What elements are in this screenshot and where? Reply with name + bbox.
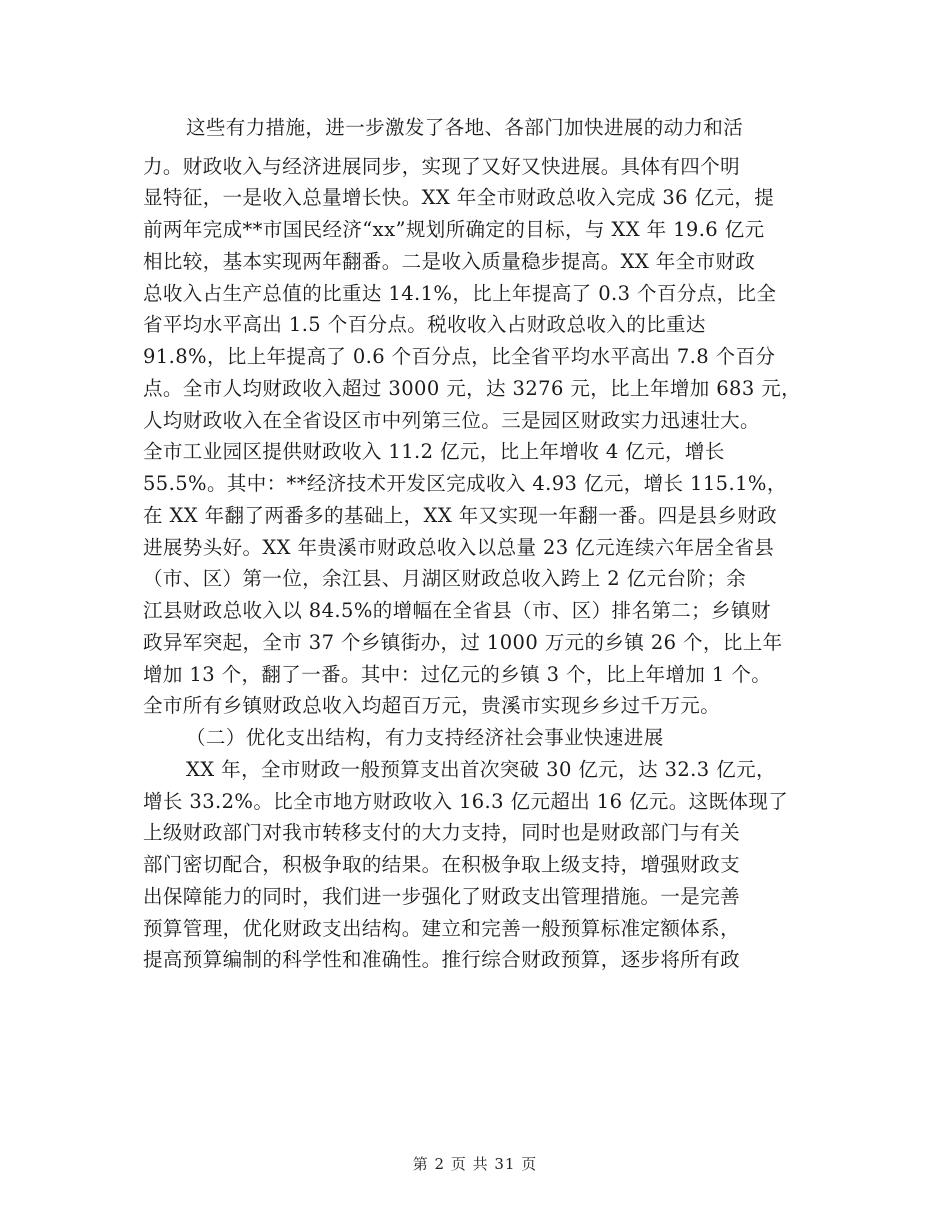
text-line: 增长 33.2%。比全市地方财政收入 16.3 亿元超出 16 亿元。这既体现了	[143, 790, 789, 813]
text-line: 增加 13 个，翻了一番。其中：过亿元的乡镇 3 个，比上年增加 1 个。	[143, 663, 772, 686]
text-line: 全市所有乡镇财政总收入均超百万元，贵溪市实现乡乡过千万元。	[143, 694, 721, 717]
text-line: 全市工业园区提供财政收入 11.2 亿元，比上年增收 4 亿元，增长	[143, 440, 725, 463]
text-line: 总收入占生产总值的比重达 14.1%，比上年提高了 0.3 个百分点，比全	[143, 282, 777, 305]
text-line: 91.8%，比上年提高了 0.6 个百分点，比全省平均水平高出 7.8 个百分	[143, 345, 776, 368]
text-line: 55.5%。其中：**经济技术开发区完成收入 4.93 亿元，增长 115.1%，	[143, 472, 787, 495]
page-footer: 第 2 页 共 31 页	[412, 1155, 538, 1173]
text-line: 省平均水平高出 1.5 个百分点。税收收入占财政总收入的比重达	[143, 313, 706, 336]
text-line: 上级财政部门对我市转移支付的大力支持，同时也是财政部门与有关	[143, 821, 741, 844]
text-line: 相比较，基本实现两年翻番。二是收入质量稳步提高。XX 年全市财政	[143, 250, 756, 273]
text-line: 江县财政总收入以 84.5%的增幅在全省县（市、区）排名第二；乡镇财	[143, 599, 771, 622]
text-line: 点。全市人均财政收入超过 3000 元，达 3276 元，比上年增加 683 元，	[143, 377, 802, 400]
text-line: 出保障能力的同时，我们进一步强化了财政支出管理措施。一是完善	[143, 885, 741, 908]
section-heading: （二）优化支出结构，有力支持经济社会事业快速进展	[186, 726, 664, 749]
text-line: 在 XX 年翻了两番多的基础上，XX 年又实现一年翻一番。四是县乡财政	[143, 504, 778, 527]
text-line: XX 年，全市财政一般预算支出首次突破 30 亿元，达 32.3 亿元，	[186, 758, 776, 781]
text-line: 进展势头好。XX 年贵溪市财政总收入以总量 23 亿元连续六年居全省县	[143, 536, 775, 559]
text-line: 部门密切配合，积极争取的结果。在积极争取上级支持，增强财政支	[143, 853, 741, 876]
text-line: （市、区）第一位，余江县、月湖区财政总收入跨上 2 亿元台阶；余	[143, 567, 747, 590]
text-line: 人均财政收入在全省设区市中列第三位。三是园区财政实力迅速壮大。	[143, 409, 760, 432]
text-line: 力。财政收入与经济进展同步，实现了又好又快进展。具体有四个明	[143, 155, 741, 178]
text-line: 这些有力措施，进一步激发了各地、各部门加快进展的动力和活	[186, 116, 744, 139]
text-line: 显特征，一是收入总量增长快。XX 年全市财政总收入完成 36 亿元，提	[143, 186, 775, 209]
text-line: 前两年完成**市国民经济“xx”规划所确定的目标，与 XX 年 19.6 亿元	[143, 218, 765, 241]
text-line: 政异军突起，全市 37 个乡镇街办，过 1000 万元的乡镇 26 个，比上年	[143, 631, 783, 654]
text-line: 提高预算编制的科学性和准确性。推行综合财政预算，逐步将所有政	[143, 948, 741, 971]
text-line: 预算管理，优化财政支出结构。建立和完善一般预算标准定额体系，	[143, 917, 741, 940]
